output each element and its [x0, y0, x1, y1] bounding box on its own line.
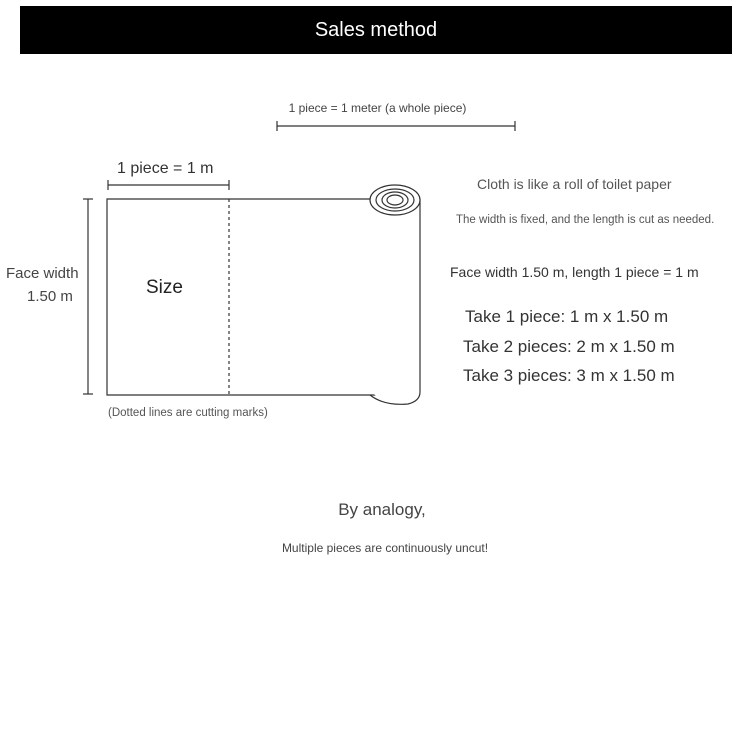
face-width-label: Face width: [6, 265, 79, 282]
cutting-marks-note: (Dotted lines are cutting marks): [108, 407, 268, 419]
cloth-roll: [370, 185, 420, 405]
width-fixed-note: The width is fixed, and the length is cut as needed.: [456, 214, 715, 226]
example-take-3: Take 3 pieces: 3 m x 1.50 m: [463, 366, 675, 385]
cloth-analogy-note: Cloth is like a roll of toilet paper: [477, 176, 672, 192]
piece-label: 1 piece = 1 m: [117, 160, 214, 177]
analogy-heading: By analogy,: [338, 500, 426, 519]
example-take-2: Take 2 pieces: 2 m x 1.50 m: [463, 337, 675, 356]
face-width-measure-line: [83, 199, 93, 394]
size-label: Size: [146, 277, 183, 298]
whole-piece-measure-line: [277, 121, 515, 131]
uncut-note: Multiple pieces are continuously uncut!: [281, 541, 489, 555]
whole-piece-label: 1 piece = 1 meter (a whole piece): [288, 101, 467, 115]
page-title: Sales method: [314, 18, 438, 41]
face-length-spec: Face width 1.50 m, length 1 piece = 1 m: [450, 264, 699, 280]
piece-measure-line: [108, 180, 229, 190]
face-width-value: 1.50 m: [27, 288, 73, 305]
example-take-1: Take 1 piece: 1 m x 1.50 m: [465, 307, 669, 326]
